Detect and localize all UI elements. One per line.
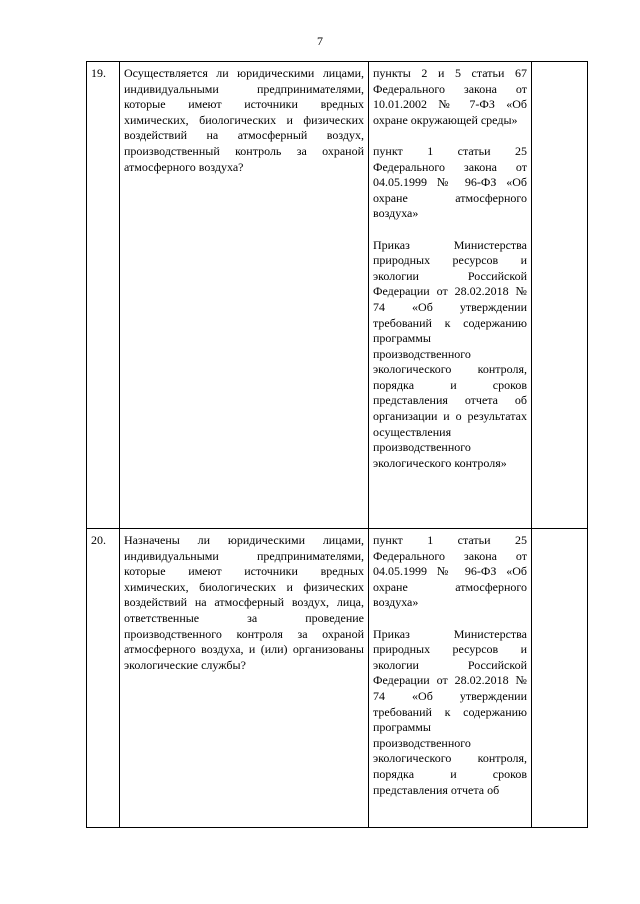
legal-references-cell bbox=[369, 62, 532, 529]
question-text: Назначены ли юридическими лицами, индивидуальными предпринимателями, которые имеют источники вредных химических, биологических и физических воздействий на атмосферный воздух, лица, ответственные за проведение производственного контроля за охраной атмосферного воздуха, и (или) организованы экологические службы? bbox=[120, 529, 369, 828]
table-row-19 bbox=[87, 62, 588, 529]
legal-reference: пункт 1 статьи 25 Федерального закона от 04.05.1999 № 96-ФЗ «Об охране атмосферного воздуха» bbox=[373, 143, 527, 221]
row-number: 19. bbox=[87, 62, 120, 529]
legal-reference: пункт 1 статьи 25 Федерального закона от 04.05.1999 № 96-ФЗ «Об охране атмосферного воздуха» bbox=[373, 533, 527, 610]
legal-reference: пункты 2 и 5 статьи 67 Федерального закона от 10.01.2002 № 7-ФЗ «Об охране окружающей среды» bbox=[373, 66, 527, 127]
answer-cell[interactable] bbox=[532, 529, 588, 828]
answer-cell[interactable] bbox=[532, 62, 588, 529]
table-row-20 bbox=[87, 529, 588, 828]
checklist-table bbox=[86, 61, 588, 828]
legal-reference: Приказ Министерства природных ресурсов и экологии Российской Федерации от 28.02.2018 № 74 «Об утверждении требований к содержанию программы производственного экологического контроля, порядка и сроков представления отчета об организации и о результатах осуществления производственного экологического контроля» bbox=[373, 237, 527, 470]
page-number: 7 bbox=[317, 34, 323, 48]
row-number: 20. bbox=[87, 529, 120, 828]
question-text: Осуществляется ли юридическими лицами, индивидуальными предпринимателями, которые имеют источники вредных химических, биологических и физических воздействий на атмосферный воздух, производственный контроль за охраной атмосферного воздуха? bbox=[120, 62, 369, 529]
legal-reference: Приказ Министерства природных ресурсов и экологии Российской Федерации от 28.02.2018 № 74 «Об утверждении требований к содержанию программы производственного экологического контроля, порядка и сроков представления отчета об bbox=[373, 626, 527, 797]
legal-references-cell bbox=[369, 529, 532, 828]
